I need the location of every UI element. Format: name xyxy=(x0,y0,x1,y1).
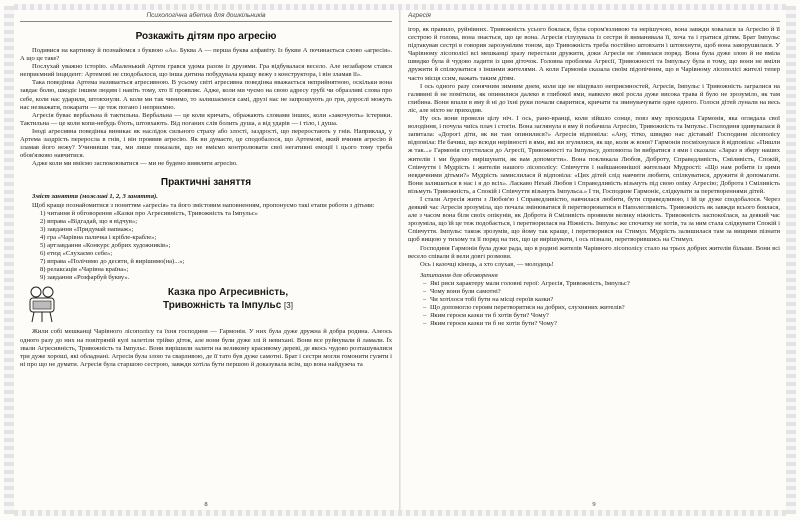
intro-text xyxy=(20,47,392,168)
paragraph: Іноді агресивна поведінка виникає як наслідок сильного страху або злості, заздрості, що переростають у гнів. Наприклад, у Артема заздрість переросла в гнів, і він проявив агресію. Як ви думаєте, це сподобалося, що Артемові, який вчинив агресію й зламав його вежу? Учинивши так, ми лише показали, що не вміємо контролювати свої негативні емоції і цього тому треба обов'язково навчитися. xyxy=(20,127,392,160)
decorative-border-bottom xyxy=(14,510,786,516)
list-item: 4) гра «Чарівна паличка і крібле-крабле»; xyxy=(40,233,157,241)
paragraph: Ось і казочці кінець, а хто слухав, — молодець! xyxy=(420,260,554,268)
practice-subhead: Зміст заняття (можливі 1, 2, 3 заняття). xyxy=(32,193,158,201)
story-text xyxy=(408,26,780,269)
paragraph: Агресія буває вербальна й тактильна. Вербальна — це коли кричать, ображають словами інших, коли «закочують» істерики. Тактильна — це коли копи-небудь б'ють, штовхають. Від поганих слів болить душа, а від ударів — і тіло, і душа. xyxy=(20,111,392,127)
left-page xyxy=(20,12,392,510)
paragraph: Ну ось вони провели цілу ніч. І ось, рано-вранці, коли зійшло сонце, повз яму проходила Гармонія, яка оглядала свої володіння, і почула чиїсь плач і стогін. Вона заглянула в яму й побачила Агресію, Тривожність та Імпульс. Господиня здивувалася й запитала: «Дорогі діти, як ви там опинилися?» Агресія відповіла: «Ану, тітко, швидко нас діставай! Господиня лісополісу відповіла: Не бачиш, що всюди нерівності в ями, які ви згулялися, як ще, коли ж вони? Гармонія посміхнулася й відповіла: «Пишли ж так...» Гармонія спустилася до Агресії, Тривожності та Імпульсу, допомогла їм вибратися з ями і сказала: «Зараз я зберу наших жителів і ми будемо вирішувати, як вам допомогти». Вона покликала Любов, Доброту, Справедливість, Сміливість, Спокій, Співчуття і Мудрість і жителів нашого лісополісу: Співчуття і найшановнішої жительки Мудрості: «Що нам робити із цими невдячними дітьми?» Мудрість замислилася й відповіла: «Цих дітей слід навчити любити, спілкуватися, дружити й допомагати. Вони залишаться в нас і я до всіх». Ласкаво Нехай Любов і Справедливість візьмуть під свою опіку Агресію; Доброта і Сміливість візьмуть Тривожність, а Спокій і Співчуття візьмуть Імпульса.» І ти, Господине Гармоніє, слідкувати за перетвореннями дітей. xyxy=(408,115,780,195)
story-header xyxy=(20,284,392,328)
list-item: – Чому вони були самотні? xyxy=(430,288,780,296)
running-head-left: Психологічна абетка для дошкільників xyxy=(20,12,392,22)
story-title xyxy=(64,286,392,312)
list-item: 7) вправа «Полічимо до десяти, й вирішимо(на)...»; xyxy=(40,258,185,266)
plan-list xyxy=(20,210,392,283)
paragraph: Адже коли ми вміємо заспокоюватися — ми не будемо виявляти агресію. xyxy=(32,160,238,168)
story-title-line xyxy=(64,299,392,312)
list-item: – Чи хотілося тобі бути на місці героїв казки? xyxy=(430,296,780,304)
list-item: 6) етюд «Слухаємо себе»; xyxy=(40,250,113,258)
list-item: – Яким героєм казки ти б хотів бути? Чому? xyxy=(430,312,780,320)
page-number: 9 xyxy=(592,501,596,508)
paragraph: ігор, як правило, руйнівних. Тривожність усього боялася, була сором'язливою та нерішучою, вона завжди ховалася за Агресію й її сестрою й голова, вона знається, що це вона. Агресія гілузувала із сестри й виманивала її, хоча та і гратися дітям. Брат Імпульс підтакував сестрі в говорив зарозумілим тоном, що Тривожність треба постійно штовхати і штовхнути, щоб вона заворушилася. У Чарівному лісополісі всі мешканці зразу перестали дружити, доки Агресія не з'явилася поряд. Вона була дуже злою й не вміла швидко була й чудово ладити із цим діточок. Головна проблема Агресії, Тривожності та Імпульсу була в тому, що вони не вміли дружити й спілкуватися з іншими жителями. А коли Гармонія сказала своїм підопічним, що в Чарівному лісополісі жителі тепер часто місця ссим, важать таким дітям. xyxy=(408,26,780,82)
paragraph: І ось одного разу сонячним зимним днем, коли ще не віщувало неприємностей, Агресія, Імпульс і Тривожність загралися на галявині й не помітили, як опинилися далеко в глибокої ями, навколо якої росла дуже висока трава й було не зрозуміло, як там глибина. Вони впали в яму й ні до їхні руки почали сваритися, кричати та звинувачувати одне одного. Голоси дітей лунали на весь ліс, але ніхто не приходив. xyxy=(408,82,780,114)
citation-ref: [3] xyxy=(284,301,293,311)
page-number: 8 xyxy=(204,501,208,508)
running-head-right: Агресія xyxy=(408,12,780,22)
list-item: 3) завдання «Придумай напиаж»; xyxy=(40,225,134,233)
story-title-line: Казка про Агресивність, xyxy=(167,287,289,299)
children-illustration-icon xyxy=(24,284,60,324)
book-gutter xyxy=(399,10,401,510)
right-page xyxy=(408,12,780,510)
list-item: – Які риси характеру мали головні герої: Агресія, Тривожність, Імпульс? xyxy=(430,280,780,288)
questions-list xyxy=(408,280,780,329)
practice-heading: Практичні заняття xyxy=(160,177,252,189)
story-paragraph: Жили собі мешканці Чарівного лісополісу та їхня господиня — Гармонія. У них була дуже дружна й добра родина. Алеось одного разу до них на повітряній кулі залетіли трійко діток, але вони були дуже злі й невихані. Вони все руйнували й ламали. Їх звали Агресивність, Тривожність та Імпульс. Вони вирішили залити на великому красивому дереві, де якось чудово розташувалися три дуже хороші, які обладнані. Агресія була злою та сварливою, де її тато був дуже самотні. Брат і сестри могли гомонити гуляти і ні про що не думати. Агресія була старшою сестрою, завжди хотіла бути першою й доказувала всім, що вона найдужча та xyxy=(20,328,392,368)
practice-intro: Щоб краще познайомитися з поняттям «агресія» та його змістовим наповненням, пропонуємо такі етапи роботи з дітьми: xyxy=(32,201,375,209)
paragraph: Послухай уважно історію. «Маленький Артем грався удома разом із друзями. Гра відбувалася весело. Але незабаром стався неприємний інцидент: Артемові не сподобалося, що інша дитина побудувала кращу вежу з конструктора, і він зламав її». xyxy=(20,63,392,79)
questions-heading: Запитання для обговорення xyxy=(420,271,498,279)
section-heading: Розкажіть дітям про агресію xyxy=(135,31,277,42)
list-item: – Яким героєм казки ти б не хотів бути? Чому? xyxy=(430,320,780,328)
decorative-border-right xyxy=(786,6,796,514)
list-item: 5) артзавдання «Конкурс добрих художників»; xyxy=(40,241,171,249)
paragraph: І стали Агресія жити з Любов'ю і Справедливістю, навчилася любити, бути справедливою, і їй це дуже сподобалося. Через деякий час Агресія зрозуміла, що почала змінюватися й перетворюватися в Наполегливість. Тривожність як завжди всього боялася, але з часом вона біля своїх опікунів, як Доброта й Сміливість проявили велику ніжність. Тривожність заспокоїлася, за деякий час зрозуміла, що їй це теж подобається, і перетворилася на Ніжність. Імпульс же спочатку не хотів, та за ним стала слідкувати Спокій і Співчуття. Імпульс також зрозумів, що йому так краще, і перетворився на Стимул. Мудрість залишилася там за вищими пізнати щоб вищою у тихому та її поряд на тих, що це вирішувати, і ось пізнали, перетворившись на Стимул. xyxy=(408,195,780,244)
paragraph: Подивися на картинку й познайомся з буквою «А». Буква А — перша буква алфавіту. Із букви А починається слово «агресія». А що це таке? xyxy=(20,47,392,63)
paragraph: Господиня Гармонія була дуже рада, що в родині жителів Чарівного лісополісу стало на трьох добрих жителів більше. Вони всі весело співали й вели довгі розмови. xyxy=(408,244,780,260)
story-title-text: Тривожність та Імпульс xyxy=(163,300,282,312)
paragraph: Така поведінка Артема називається агресивною. В усьому світі агресивна поведінка вважається неприйнятною, оскільки вона завдає болю, шкодіє іншим людям і навіть тому, хто її проявляє. Адже, коли ми чуємо на свою адресу грубі чи образливі слова про себе, коли нас ударили, штовхнули. А коли ми так чинимо, то залишаємося самі, друзі нас не запрошують до гри, дорослі можуть нас незважати, покарати — це теж погано і неприємно. xyxy=(20,79,392,111)
decorative-border-left xyxy=(4,6,14,514)
list-item: – Що допомогло героям перетворитися на добрих, слухняних жителів? xyxy=(430,304,780,312)
list-item: 9) завдання «Розфарбуй букву». xyxy=(40,274,130,282)
list-item: 2) вправа «Відгадай, що я відчув»; xyxy=(40,217,138,225)
list-item: 8) релаксація «Чарівна країна»; xyxy=(40,266,129,274)
list-item: 1) читання й обговорення «Казки про Агресивність, Тривожність та Імпульс» xyxy=(40,209,258,217)
